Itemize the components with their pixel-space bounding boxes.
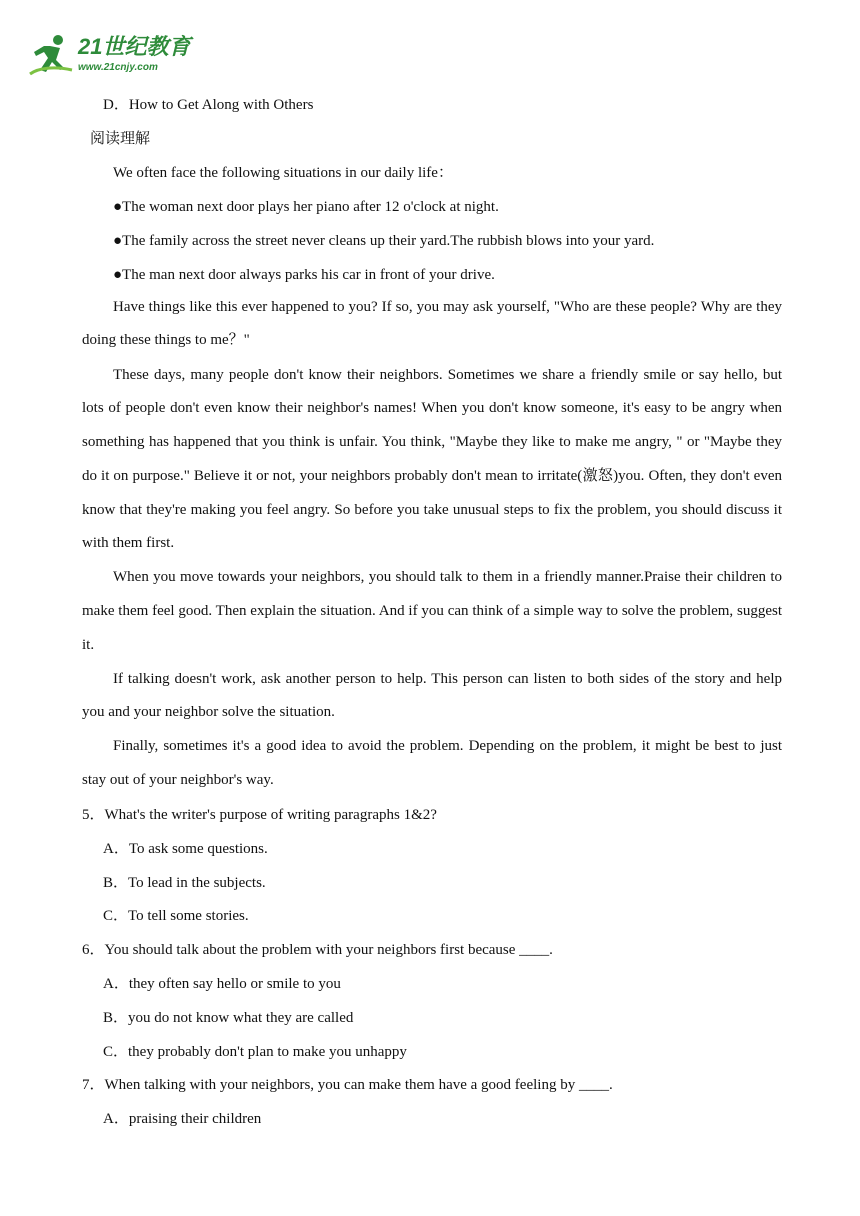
answer-option: A．To ask some questions. [103, 841, 268, 857]
answer-option: B．To lead in the subjects. [103, 875, 266, 891]
passage-paragraph: Finally, sometimes it's a good idea to avoid the problem. Depending on the problem, it might be best to just stay out of your neighbor's way. [82, 738, 782, 788]
passage-paragraph: These days, many people don't know their neighbors. Sometimes we share a friendly smile or say hello, but lots of people don't even know their neighbor's names! When you don't know someone, it's easy to be angry when something has happened that you think is unfair. You think, "Maybe they like to make me angry, " or "Maybe they do it on purpose." Believe it or not, your neighbors probably don't mean to irritate(激怒)you. Often, they don't even know that they're making you feel angry. So before you take unusual steps to fix the problem, you should discuss it with them first. [82, 366, 782, 552]
question-stem: 7．When talking with your neighbors, you can make them have a good feeling by ____. [82, 1077, 613, 1093]
section-title: 阅读理解 [90, 131, 151, 147]
passage-bullet: ●The man next door always parks his car in front of your drive. [113, 267, 495, 283]
answer-option: C．they probably don't plan to make you unhappy [103, 1044, 407, 1060]
answer-option: C．To tell some stories. [103, 908, 249, 924]
passage-intro: We often face the following situations in our daily life： [113, 165, 453, 181]
runner-logo-icon [28, 34, 74, 76]
logo-url-text: www.21cnjy.com [78, 62, 158, 73]
answer-option: B．you do not know what they are called [103, 1010, 354, 1026]
answer-option: A．they often say hello or smile to you [103, 976, 341, 992]
prev-option-d: D．How to Get Along with Others [103, 97, 314, 113]
question-stem: 6．You should talk about the problem with your neighbors first because ____. [82, 942, 553, 958]
passage-bullet: ●The family across the street never cleans up their yard.The rubbish blows into your yard. [113, 233, 655, 249]
passage-paragraph: When you move towards your neighbors, you should talk to them in a friendly manner.Praise their children to make them feel good. Then explain the situation. And if you can think of a simple way to solve the problem, suggest it. [82, 569, 782, 653]
logo-brand-text: 21世纪教育 [78, 34, 191, 59]
answer-option: A．praising their children [103, 1111, 262, 1127]
passage-bullet: ●The woman next door plays her piano after 12 o'clock at night. [113, 199, 499, 215]
passage-paragraph: Have things like this ever happened to you? If so, you may ask yourself, "Who are these people? Why are they doing these things to me？" [82, 298, 782, 349]
passage-paragraph: If talking doesn't work, ask another person to help. This person can listen to both sides of the story and help you and your neighbor solve the situation. [82, 670, 782, 721]
site-logo [28, 34, 198, 80]
question-stem: 5．What's the writer's purpose of writing paragraphs 1&2? [82, 807, 437, 823]
